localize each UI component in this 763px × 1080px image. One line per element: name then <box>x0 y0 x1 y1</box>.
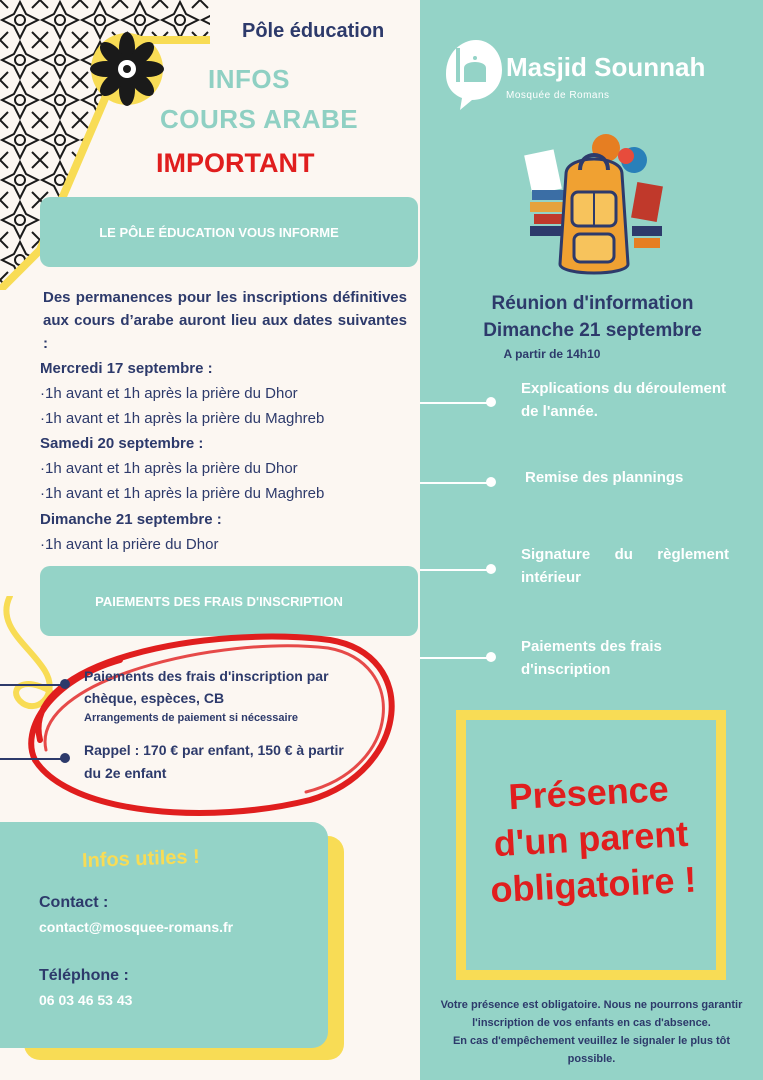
contact-email[interactable]: contact@mosquee-romans.fr <box>39 919 234 935</box>
banner-inform <box>40 197 418 267</box>
info-title: Infos utiles ! <box>81 845 201 873</box>
agenda-item-3 <box>521 543 729 589</box>
agenda-bullet <box>486 564 496 574</box>
intro-paragraph: Des permanences pour les inscriptions définitives aux cours d’arabe auront lieu aux dates suivantes : <box>43 289 407 352</box>
schedule-item: ·1h avant et 1h après la prière du Maghreb <box>40 485 325 502</box>
agenda-item-3-line2: intérieur <box>521 569 582 586</box>
agenda-item-4 <box>521 635 735 681</box>
banner-payments-text: PAIEMENTS DES FRAIS D'INSCRIPTION <box>95 593 343 609</box>
title-infos: INFOS <box>208 64 290 94</box>
payment-reminder-line2: du 2e enfant <box>84 765 167 781</box>
presence-line3: obligatoire ! <box>489 858 698 911</box>
agenda-bullet <box>486 652 496 662</box>
phone-number[interactable]: 06 03 46 53 43 <box>39 992 133 1008</box>
title-cours-arabe: COURS ARABE <box>160 104 359 134</box>
logo-name: Masjid Sounnah <box>506 52 706 82</box>
schedule-day-3: Dimanche 21 septembre : <box>40 511 222 528</box>
phone-label: Téléphone : <box>39 967 129 984</box>
payment-bullet <box>60 753 70 763</box>
agenda-item-1-line1: Explications du déroulement <box>521 380 727 397</box>
agenda-line <box>420 569 492 571</box>
school-backpack-icon <box>522 134 668 282</box>
agenda-bullet <box>486 397 496 407</box>
meeting-title: Réunion d'information <box>491 293 694 314</box>
agenda-item-2 <box>525 466 735 489</box>
footer-line2: l'inscription de vos enfants en cas d'absence. <box>472 1017 711 1029</box>
meeting-date: Dimanche 21 septembre <box>483 320 702 341</box>
footer-line3: En cas d'empêchement veuillez le signaler le plus tôt <box>452 1035 731 1047</box>
important-label: IMPORTANT <box>156 148 315 178</box>
payment-line <box>0 758 64 760</box>
agenda-item-1-line2: de l'année. <box>521 403 598 420</box>
payment-arrangement: Arrangements de paiement si nécessaire <box>84 712 298 724</box>
agenda-item-4-line1: Paiements des frais <box>521 638 662 655</box>
pole-title: Pôle éducation <box>242 20 385 42</box>
agenda-item-4-line2: d'inscription <box>521 661 611 678</box>
agenda-bullet <box>486 477 496 487</box>
agenda-item-1 <box>521 377 735 423</box>
banner-inform-text: LE PÔLE ÉDUCATION VOUS INFORME <box>99 224 339 240</box>
payment-line <box>0 684 64 686</box>
meeting-time: A partir de 14h10 <box>503 347 601 361</box>
flower-ornament-icon <box>86 28 168 110</box>
schedule-day-1: Mercredi 17 septembre : <box>40 360 213 377</box>
footer-line4: possible. <box>567 1053 616 1065</box>
contact-label: Contact : <box>39 894 109 911</box>
agenda-item-2-line1: Remise des plannings <box>525 469 684 486</box>
agenda-item-3-line1: Signature du règlement <box>521 546 729 563</box>
schedule-day-2: Samedi 20 septembre : <box>40 435 204 452</box>
footer-notice <box>424 996 759 1068</box>
schedule-item: ·1h avant et 1h après la prière du Maghreb <box>40 410 325 427</box>
schedule-item: ·1h avant la prière du Dhor <box>40 536 219 553</box>
payment-bullet <box>60 679 70 689</box>
agenda-line <box>420 402 492 404</box>
presence-line1: Présence <box>507 767 670 818</box>
schedule-item: ·1h avant et 1h après la prière du Dhor <box>40 460 298 477</box>
agenda-line <box>420 482 492 484</box>
payment-reminder-line1: Rappel : 170 € par enfant, 150 € à partir <box>84 742 344 758</box>
footer-line1: Votre présence est obligatoire. Nous ne pourrons garantir <box>440 999 743 1011</box>
payment-methods-line2: chèque, espèces, CB <box>84 690 225 706</box>
presence-line2: d'un parent <box>492 812 690 865</box>
schedule-item: ·1h avant et 1h après la prière du Dhor <box>40 385 298 402</box>
agenda-line <box>420 657 492 659</box>
presence-notice <box>463 764 720 915</box>
logo-subtitle: Mosquée de Romans <box>506 90 610 101</box>
payment-methods-line1: Paiements des frais d'inscription par <box>84 668 329 684</box>
